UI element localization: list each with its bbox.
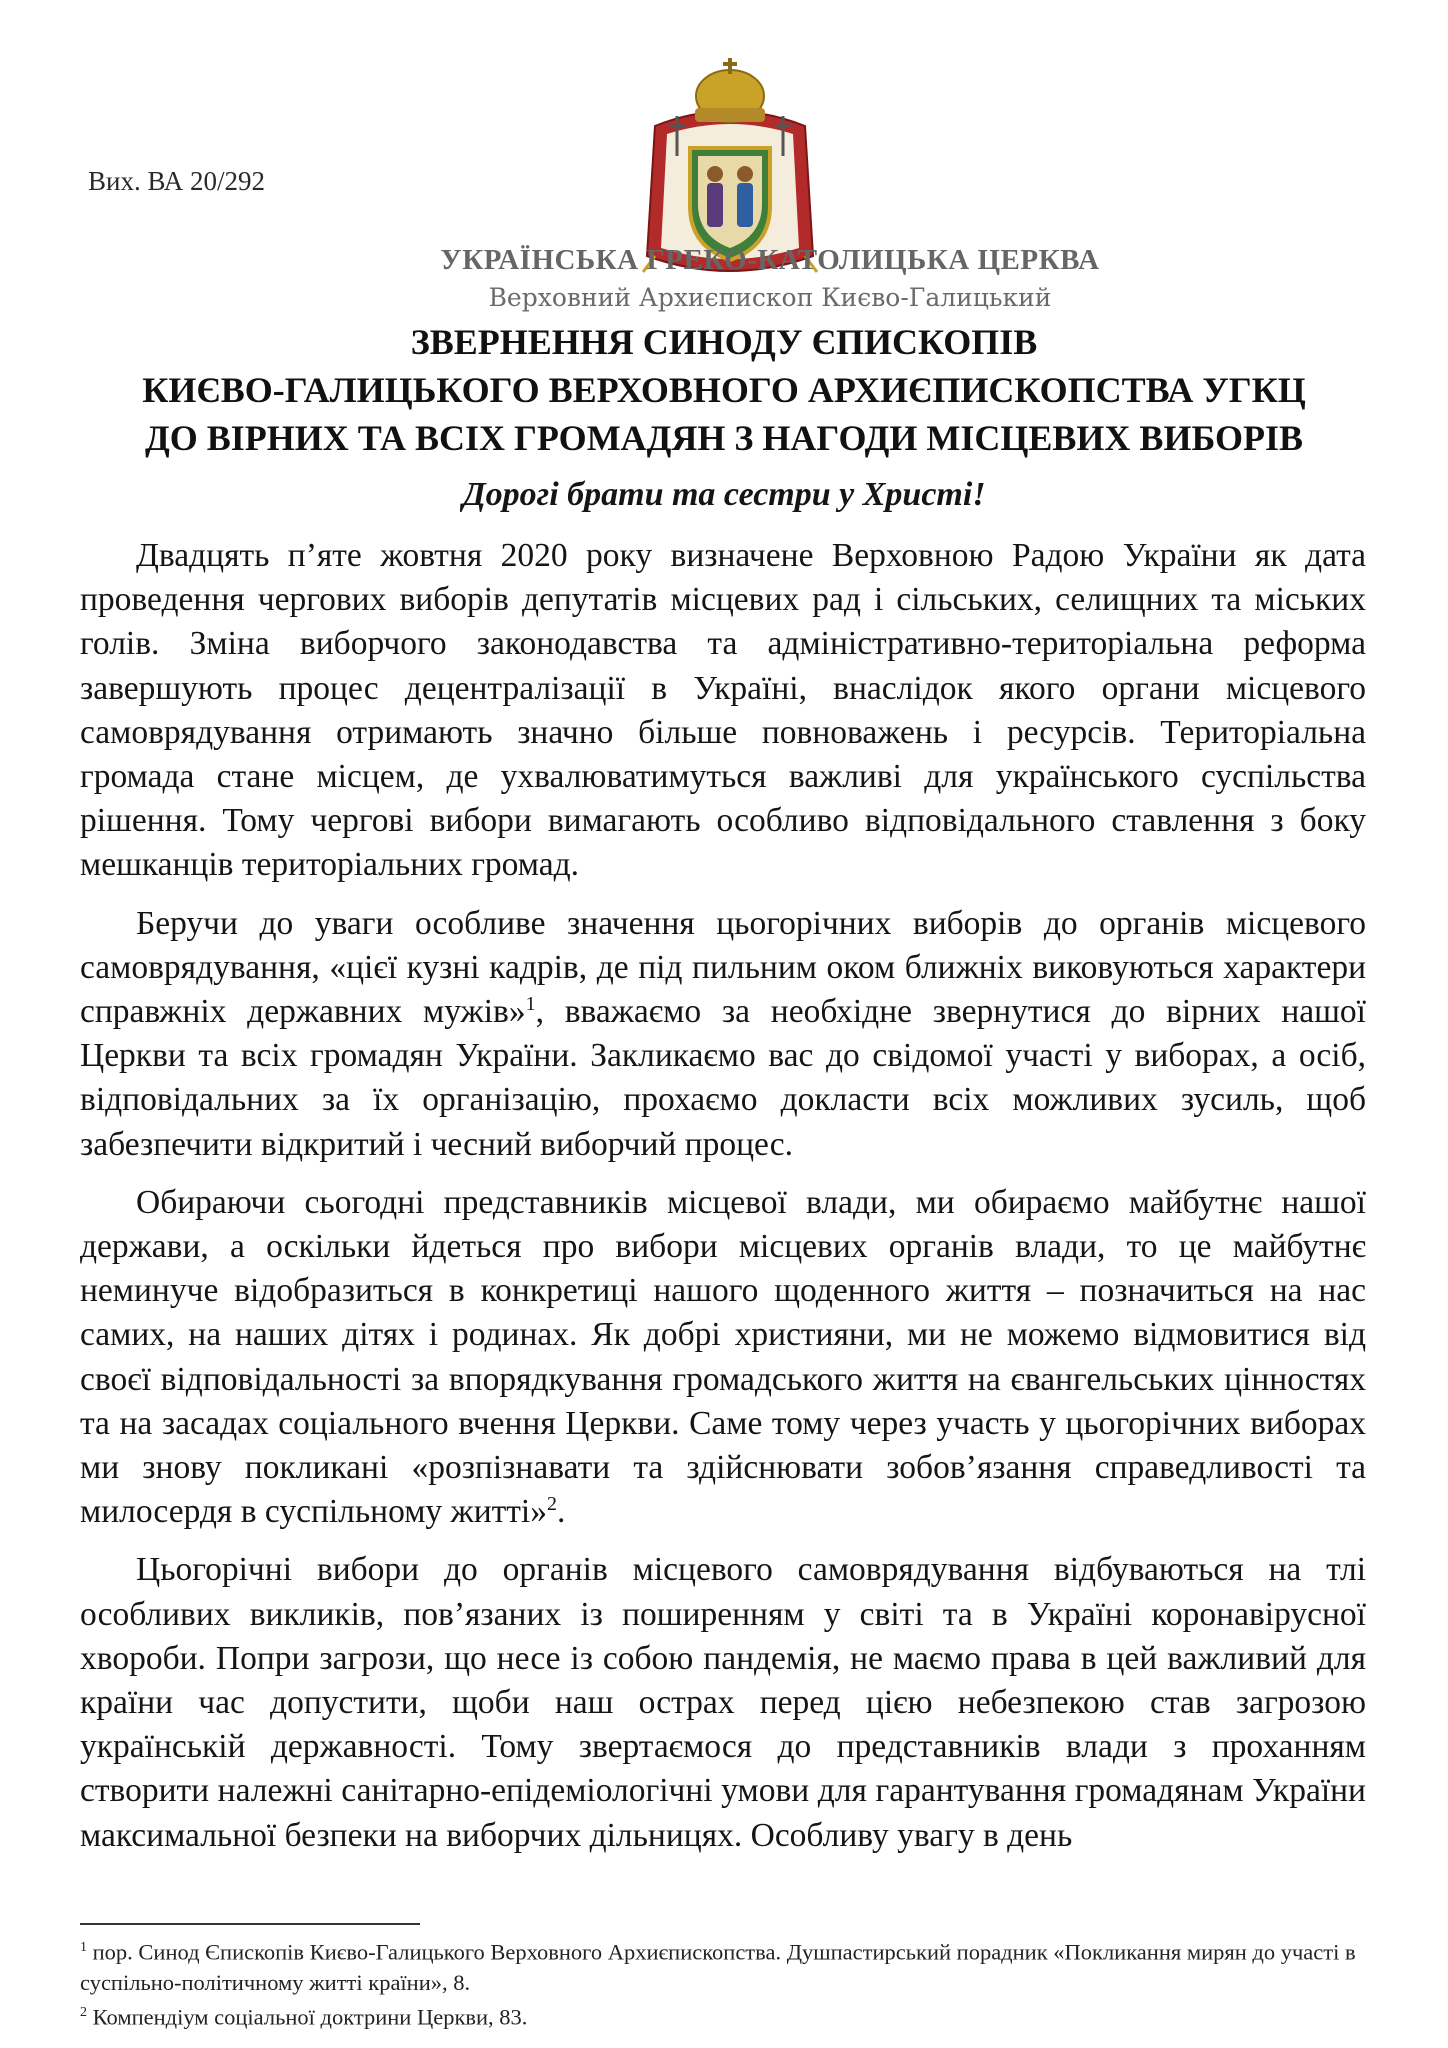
paragraph-3 xyxy=(80,1181,1366,1535)
title-line-2: КИЄВО-ГАЛИЦЬКОГО ВЕРХОВНОГО АРХИЄПИСКОПСТВА УГКЦ xyxy=(142,370,1306,410)
title-line-1: ЗВЕРНЕННЯ СИНОДУ ЄПИСКОПІВ xyxy=(410,322,1038,362)
footnote-ref-2[interactable]: 2 xyxy=(546,1493,557,1516)
footnote-2-mark: 2 xyxy=(80,2004,87,2020)
paragraph-2-text-b: , вважаємо за необхідне звернутися до вірних нашої Церкви та всіх громадян України. Закликаємо вас до свідомої участі у виборах, а осіб, відповідальних за їх організацію, прохаємо докласти всіх можливих зусиль, щоб забезпечити відкритий і чесний виборчий процес. xyxy=(80,993,1366,1163)
footnote-1-mark: 1 xyxy=(80,1940,87,1955)
paragraph-2-text-a: Беручи до уваги особливе значення цьогорічних виборів до органів місцевого самоврядування, «цієї кузні кадрів, де під пильним оком ближніх виковуються характери справжніх державних мужів» xyxy=(80,904,1366,1031)
footnote-2-text: Компендіум соціальної доктрини Церкви, 83. xyxy=(87,2004,528,2029)
outgoing-ref-number: Вих. ВА 20/292 xyxy=(88,166,266,196)
footnote-ref-1[interactable]: 1 xyxy=(525,992,536,1015)
paragraph-2 xyxy=(80,902,1366,1167)
footnote-1-text: пор. Синод Єпископів Києво-Галицького Верховного Архиєпископства. Душпастирський порадник «Покликання мирян до участі в суспільно-політичному житті країни», 8. xyxy=(80,1939,1356,1995)
church-name: УКРАЇНСЬКА ГРЕКО-КАТОЛИЦЬКА ЦЕРКВА xyxy=(440,244,1100,276)
paragraph-3-text-a: Обираючи сьогодні представників місцевої влади, ми обираємо майбутнє нашої держави, а оскільки йдеться про вибори місцевих органів влади, то це майбутнє неминуче відобразиться в конкретиці нашого щоденного життя – позначиться на нас самих, на наших дітях і родинах. Як добрі християни, ми не можемо відмовитися від своєї відповідальності за впорядкування громадського життя на євангельських цінностях та на засадах соціального вчення Церкви. Саме тому через участь у цьогорічних виборах ми знову покликані «розпізнавати та здійснювати зобов’язання справедливості та милосердя в суспільному житті» xyxy=(80,1183,1366,1531)
paragraph-1: Двадцять п’яте жовтня 2020 року визначене Верховною Радою України як дата проведення чергових виборів депутатів місцевих рад і сільських, селищних та міських голів. Зміна виборчого законодавства та адміністративно-територіальна реформа завершують процес децентралізації в Україні, внаслідок якого органи місцевого самоврядування отримають значно більше повноважень і ресурсів. Територіальна громада стане місцем, де ухвалюватимуться важливі для українського суспільства рішення. Тому чергові вибори вимагають особливо відповідального ставлення з боку мешканців територіальних громад. xyxy=(80,537,1366,884)
footnote-1 xyxy=(80,1933,1370,1998)
document-body xyxy=(80,534,1366,1872)
paragraph-4: Цьогорічні вибори до органів місцевого самоврядування відбуваються на тлі особливих викликів, пов’язаних із поширенням у світі та в Україні коронавірусної хвороби. Попри загрози, що несе із собою пандемія, не маємо права в цей важливий для країни час допустити, щоби наш острах перед цією небезпекою став загрозою українській державності. Тому звертаємося до представників влади з проханням створити належні санітарно-епідеміологічні умови для гарантування громадянам України максимальної безпеки на виборчих дільницях. Особливу увагу в день xyxy=(80,1551,1366,1854)
paragraph-3-text-b: . xyxy=(556,1493,566,1531)
greeting: Дорогі брати та сестри у Христі! xyxy=(462,476,986,513)
footnote-divider xyxy=(80,1923,420,1925)
church-subtitle: Верховний Архиєпископ Києво-Галицький xyxy=(488,283,1052,312)
footnotes xyxy=(80,1933,1370,2032)
document-title xyxy=(110,318,1338,462)
footnote-2 xyxy=(80,1998,1370,2033)
title-line-3: ДО ВІРНИХ ТА ВСІХ ГРОМАДЯН З НАГОДИ МІСЦЕВИХ ВИБОРІВ xyxy=(144,418,1304,458)
